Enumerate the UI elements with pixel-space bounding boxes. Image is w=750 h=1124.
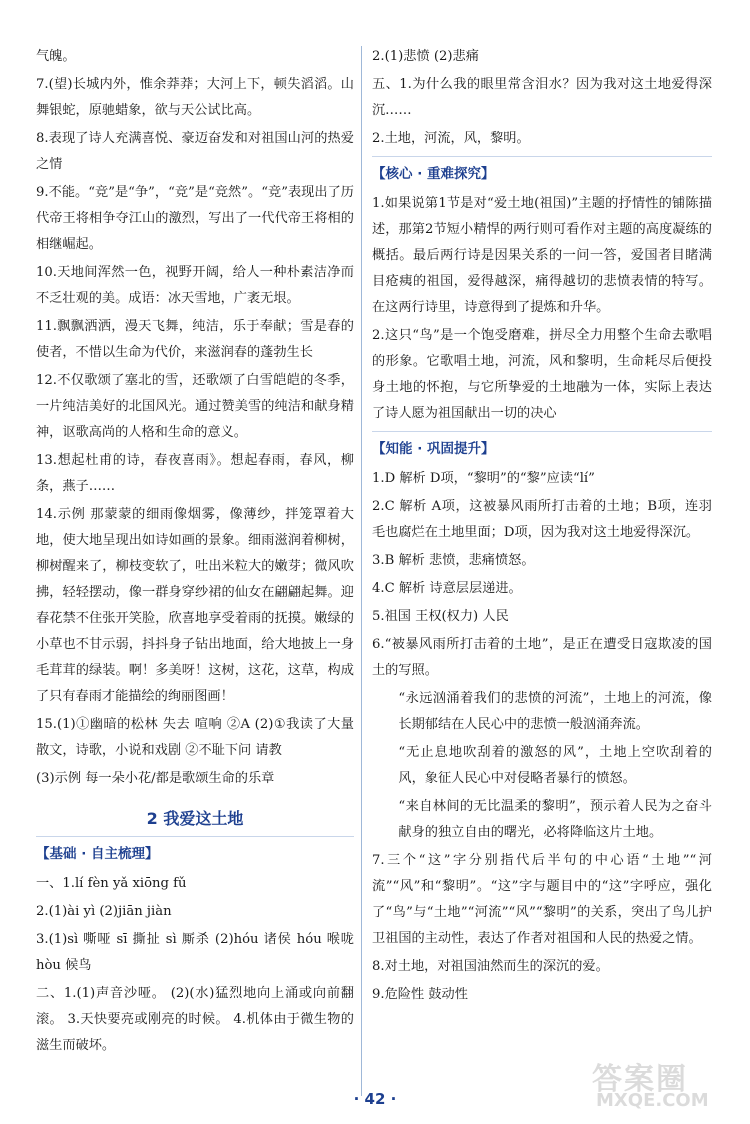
answer-item: (3)示例 每一朵小花/都是歌颂生命的乐章 <box>36 771 275 786</box>
answer-item: 2.(1)悲愤 (2)悲痛 <box>372 49 479 64</box>
section-heading: 【基础 · 自主梳理】 <box>36 836 354 867</box>
answer-item: 14.示例 那蒙蒙的细雨像烟雾，像薄纱，拌笼罩着大地，使大地呈现出如诗如画的景象。细雨滋润着柳树，柳树醒来了，柳枝变软了，吐出米粒大的嫩芽；微风吹拂，轻轻摆动，像一群身穿纱裙的仙女在翩翩起舞。迎春花禁不住张开笑脸，欣喜地享受着雨的抚摸。嫩绿的小草也不甘示弱，抖抖身子钻出地面，给大地披上一身毛茸茸的绿装。啊！多美呀！这树，这花，这草，构成了只有春雨才能描绘的绚丽图画！ <box>36 507 354 704</box>
answer-item: 7.(望)长城内外，惟余莽莽；大河上下，顿失滔滔。山舞银蛇，原驰蜡象，欲与天公试比高。 <box>36 77 354 118</box>
answer-item: 2.土地，河流，风，黎明。 <box>372 131 530 146</box>
answer-item: 9.不能。“竞”是“争”，“竞”是“竞然”。“竞”表现出了历代帝王将相争夺江山的激烈，写出了一代代帝王将相的相继崛起。 <box>36 185 354 252</box>
section-heading: 【核心 · 重难探究】 <box>372 156 712 187</box>
answer-paragraph: “永远汹涌着我们的悲愤的河流”，土地上的河流，像长期郁结在人民心中的悲愤一般汹涌奔流。 <box>398 691 712 732</box>
section-heading: 【知能 · 巩固提升】 <box>372 431 712 462</box>
answer-item: 10.天地间浑然一色，视野开阔，给人一种朴素洁净而不乏壮观的美。成语：冰天雪地，广袤无垠。 <box>36 265 354 306</box>
answer-item: 13.想起杜甫的诗，春夜喜雨》。想起春雨，春风，柳条，燕子…… <box>36 453 354 494</box>
answer-paragraph: “来自林间的无比温柔的黎明”，预示着人民为之奋斗献身的独立自由的曙光，必将降临这片土地。 <box>398 799 712 840</box>
answer-item: 2.这只“鸟”是一个饱受磨难，拼尽全力用整个生命去歌唱的形象。它歌唱土地，河流，风和黎明，生命耗尽后便投身土地的怀抱，与它所挚爱的土地融为一体，实际上表达了诗人愿为祖国献出一切的决心 <box>372 328 712 421</box>
answer-item: 1.如果说第1节是对“爱土地(祖国)”主题的抒情性的铺陈描述，那第2节短小精悍的两行则可看作对主题的高度凝练的概括。最后两行诗是因果关系的一问一答，爱国者目睹满目疮痍的祖国，爱得越深，痛得越切的悲愤表情的特写。在这两行诗里，诗意得到了提炼和升华。 <box>372 196 712 315</box>
right-column <box>372 44 712 1010</box>
left-column <box>36 44 354 1061</box>
answer-item: 8.表现了诗人充满喜悦、豪迈奋发和对祖国山河的热爱之情 <box>36 131 354 172</box>
watermark-text: 答案圈 <box>592 1062 688 1097</box>
watermark-url: MXQE.COM <box>596 1090 709 1111</box>
answer-item: 气魄。 <box>36 49 76 64</box>
answer-item: 五、1.为什么我的眼里常含泪水？因为我对这土地爱得深沉…… <box>372 77 712 118</box>
answer-item: 5.祖国 王权(权力) 人民 <box>372 609 509 624</box>
chapter-title: 2 我爱这土地 <box>146 809 244 828</box>
answer-paragraph: “无止息地吹刮着的激怒的风”，土地上空吹刮着的风，象征人民心中对侵略者暴行的愤怒。 <box>398 745 712 786</box>
answer-item: 一、1.lí fèn yǎ xiōng fǔ <box>36 876 187 891</box>
answer-item: 11.飘飘洒洒，漫天飞舞，纯洁，乐于奉献；雪是春的使者，不惜以生命为代价，来滋润春的蓬勃生长 <box>36 319 354 360</box>
answer-item: 二、1.(1)声音沙哑。 (2)(水)猛烈地向上涌或向前翻滚。 3.天快要亮或刚亮的时候。 4.机体由于微生物的滋生而破坏。 <box>36 986 354 1053</box>
answer-item: 6.“被暴风雨所打击着的土地”，是正在遭受日寇欺凌的国土的写照。 <box>372 637 712 678</box>
answer-item: 1.D 解析 D项，“黎明”的“黎”应读“lí” <box>372 471 595 486</box>
answer-item: 4.C 解析 诗意层层递进。 <box>372 581 522 596</box>
answer-item: 9.危险性 鼓动性 <box>372 987 468 1002</box>
answer-item: 12.不仅歌颂了塞北的雪，还歌颂了白雪皑皑的冬季，一片纯洁美好的北国风光。通过赞美雪的纯洁和献身精神，讴歌高尚的人格和生命的意义。 <box>36 373 354 440</box>
answer-item: 8.对土地，对祖国油然而生的深沉的爱。 <box>372 959 609 974</box>
answer-item: 3.(1)sì 嘶哑 sī 撕扯 sì 厮杀 (2)hóu 诸侯 hóu 喉咙 hòu 候鸟 <box>36 932 354 973</box>
answer-item: 2.(1)ài yì (2)jiān jiàn <box>36 904 172 919</box>
answer-item: 2.C 解析 A项，这被暴风雨所打击着的土地；B项，连羽毛也腐烂在土地里面；D项，因为我对这土地爱得深沉。 <box>372 499 712 540</box>
watermark-logo <box>586 1054 736 1116</box>
column-divider <box>361 46 362 1096</box>
answer-item: 15.(1)①幽暗的松林 失去 喧响 ②A (2)①我读了大量散文，诗歌，小说和戏剧 ②不耻下问 请教 <box>36 717 354 758</box>
answer-item: 7.三个“这”字分别指代后半句的中心语“土地”“河流”“风”和“黎明”。“这”字与题目中的“这”字呼应，强化了“鸟”与“土地”“河流”“风”“黎明”的关系，突出了鸟儿护卫祖国的主动性，表达了作者对祖国和人民的热爱之情。 <box>372 853 712 946</box>
answer-item: 3.B 解析 悲愤，悲痛愤怒。 <box>372 553 535 568</box>
page-number: · 42 · <box>353 1090 397 1108</box>
